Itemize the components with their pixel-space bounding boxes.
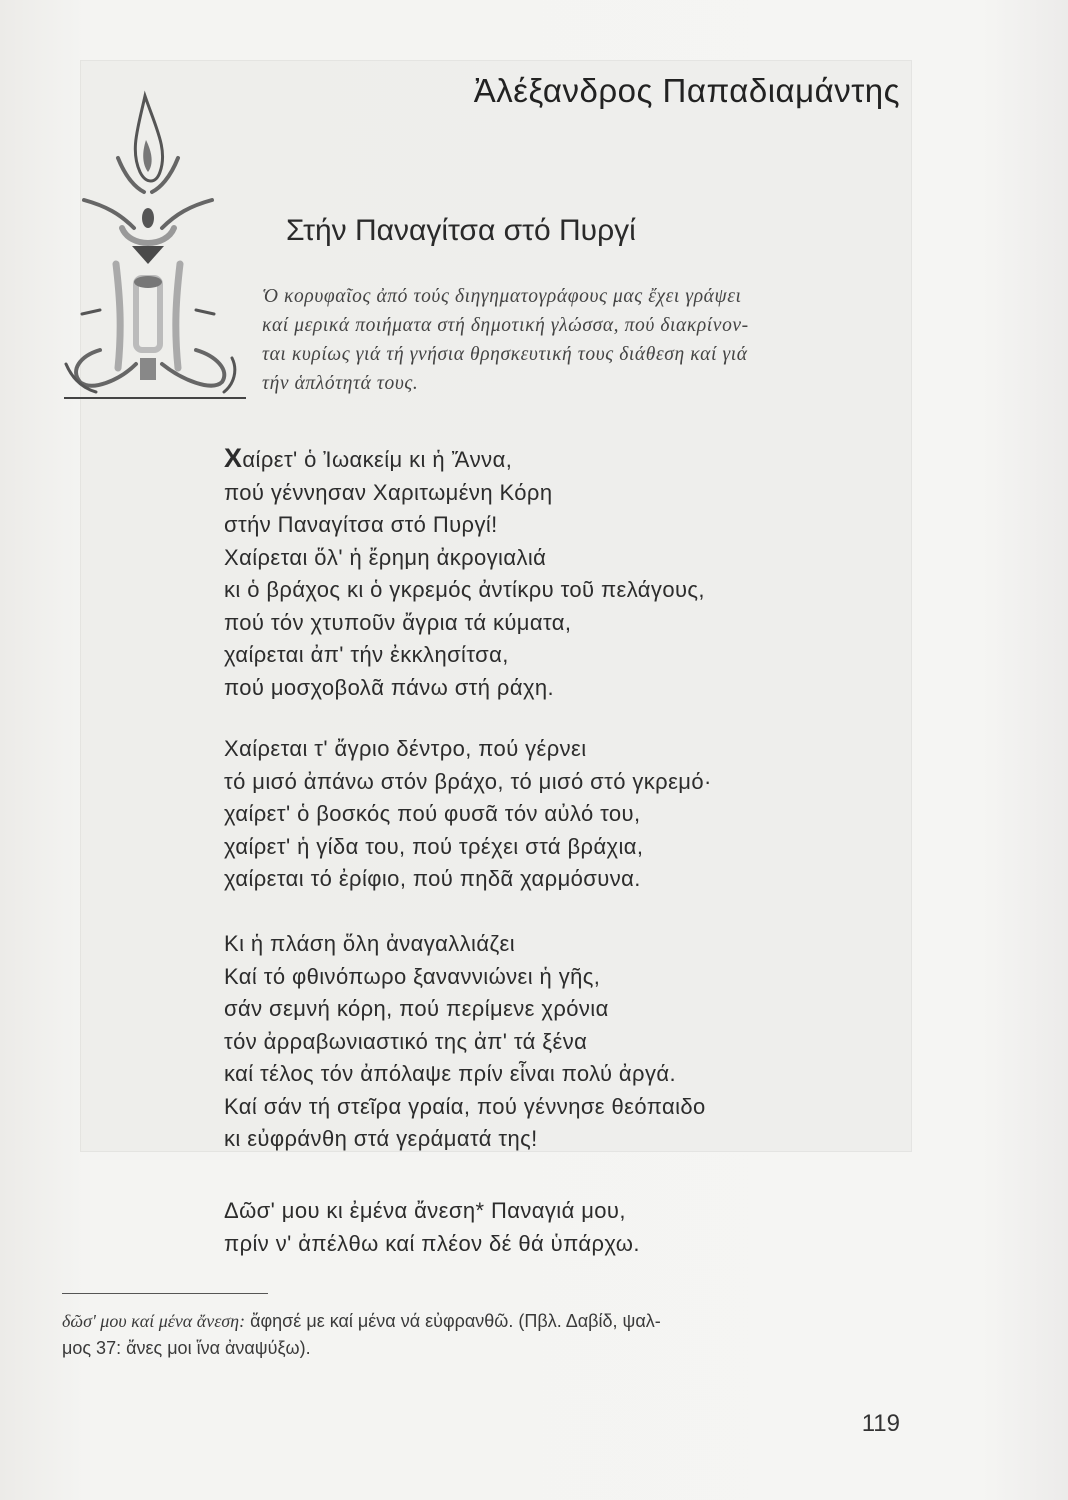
verse-line: χαίρεται ἀπ' τήν ἐκκλησίτσα, (224, 642, 509, 667)
verse-line: καί τέλος τόν ἀπόλαψε πρίν εἶναι πολύ ἀργά. (224, 1061, 676, 1086)
verse-line: πού γέννησαν Χαριτωμένη Κόρη (224, 479, 553, 505)
verse-line: πού μοσχοβολᾶ πάνω στή ράχη. (224, 674, 555, 700)
stanza-2 (224, 733, 712, 896)
stanza-3 (224, 928, 706, 1156)
verse-line: τό μισό ἀπάνω στόν βράχο, τό μισό στό γκρεμό· (224, 768, 712, 794)
stanza-1 (224, 442, 705, 704)
verse-line: Καί τό φθινόπωρο ξαναννιώνει ἡ γῆς, (224, 963, 601, 989)
verse-line: πρίν ν' ἀπέλθω καί πλέον δέ θά ὑπάρχω. (224, 1230, 640, 1256)
stanza-4 (224, 1195, 640, 1260)
author-heading: Ἀλέξανδρος Παπαδιαμάντης (473, 72, 900, 109)
candle-ornament-icon (60, 88, 250, 408)
verse-line: πού τόν χτυποῦν ἄγρια τά κύματα, (224, 609, 572, 635)
verse-line: Χαίρεται ὅλ' ἡ ἔρημη ἀκρογιαλιά (224, 544, 547, 570)
verse-line: τόν ἀρραβωνιαστικό της ἀπ' τά ξένα (224, 1028, 588, 1054)
verse-line: κι εὐφράνθη στά γεράματά της! (224, 1126, 538, 1151)
verse-line: χαίρεται τό ἐρίφιο, πού πηδᾶ χαρμόσυνα. (224, 866, 641, 891)
footnote-term: δῶσ' μου καί μένα ἄνεση: (62, 1311, 246, 1331)
verse-line: Χαίρεται τ' ἄγριο δέντρο, πού γέρνει (224, 736, 587, 761)
verse-line-text: αίρετ' ὁ Ἰωακείμ κι ἡ Ἄννα, (242, 447, 513, 472)
footnote-line: μος 37: ἄνες μοι ἵνα ἀναψύξω). (62, 1338, 311, 1358)
poem-introduction (262, 282, 912, 398)
intro-line: Ὁ κορυφαῖος ἀπό τούς διηγηματογράφους μας ἔχει γράψει (262, 286, 742, 307)
footnote-rule (62, 1293, 268, 1294)
drop-cap: Χ (224, 443, 243, 473)
verse-line: στήν Παναγίτσα στό Πυργί! (224, 512, 498, 537)
verse-line (224, 442, 705, 477)
intro-line: καί μερικά ποιήματα στή δημοτική γλώσσα, πού διακρίνον- (262, 315, 749, 336)
verse-line: Δῶσ' μου κι ἐμένα ἄνεση* Παναγιά μου, (224, 1198, 626, 1223)
verse-line: χαίρετ' ὁ βοσκός πού φυσᾶ τόν αὐλό του, (224, 801, 641, 826)
verse-line: Καί σάν τή στεῖρα γραία, πού γέννησε θεόπαιδο (224, 1093, 706, 1119)
intro-line: ται κυρίως γιά τή γνήσια θρησκευτική τους διάθεση καί γιά (262, 344, 748, 365)
verse-line: χαίρετ' ἡ γίδα του, πού τρέχει στά βράχια, (224, 833, 644, 859)
page-number: 119 (861, 1410, 900, 1437)
poem-title: Στήν Παναγίτσα στό Πυργί (286, 214, 636, 247)
footnote (62, 1308, 920, 1362)
verse-line: κι ὁ βράχος κι ὁ γκρεμός ἀντίκρυ τοῦ πελάγους, (224, 577, 705, 602)
intro-line: τήν ἁπλότητά τους. (262, 373, 419, 394)
footnote-text: ἄφησέ με καί μένα νά εὐφρανθῶ. (Πβλ. Δαβίδ, ψαλ- (245, 1311, 661, 1331)
verse-line: Κι ἡ πλάση ὅλη ἀναγαλλιάζει (224, 931, 516, 956)
verse-line: σάν σεμνή κόρη, πού περίμενε χρόνια (224, 996, 609, 1021)
footnote-line (62, 1308, 920, 1335)
